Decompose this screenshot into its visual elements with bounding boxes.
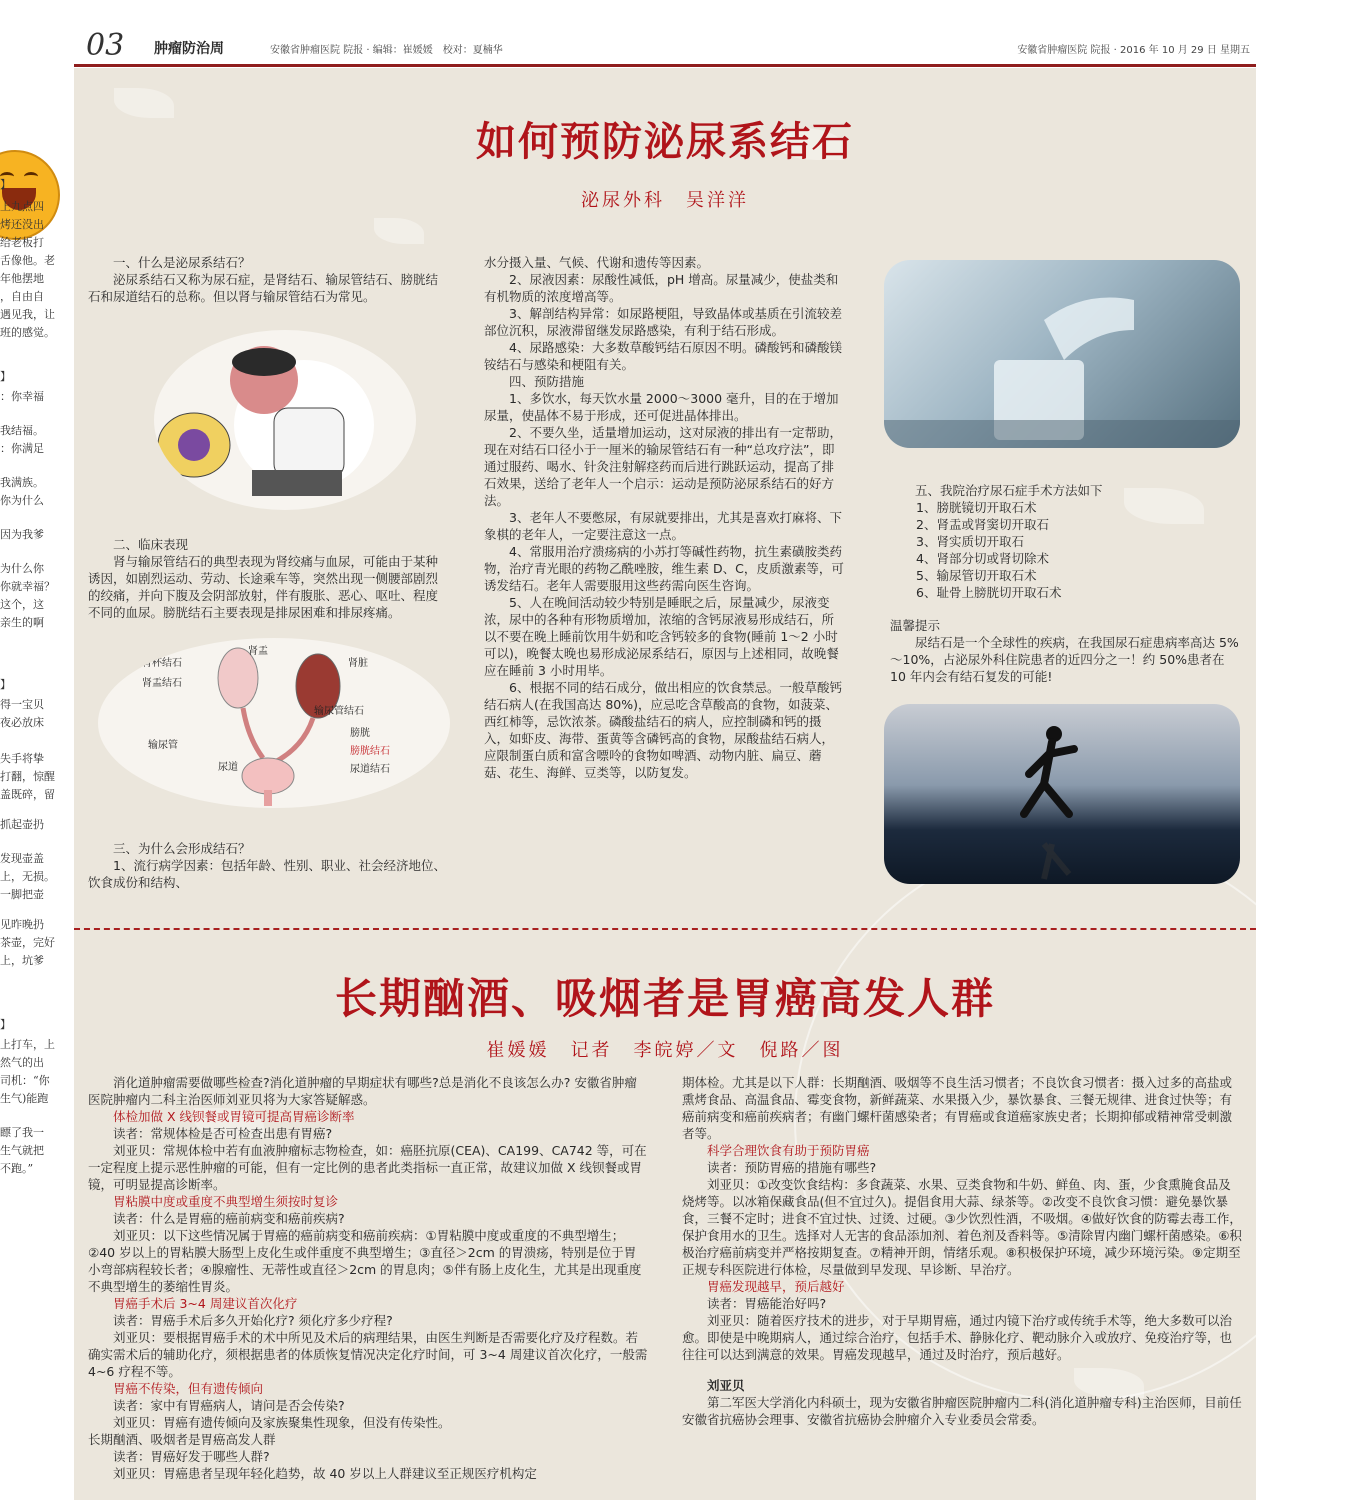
strip-text-line: 生气)能跑 xyxy=(0,1092,49,1105)
strip-text-line: 打翻，惊醒 xyxy=(0,770,55,783)
doctor-name: 刘亚贝 xyxy=(707,1378,745,1393)
urinary-system-diagram xyxy=(98,638,450,808)
strip-text-line: ，自由自 xyxy=(0,290,44,303)
label-urethra: 尿道 xyxy=(218,762,238,773)
paragraph: 水分摄入量、气候、代谢和遗传等因素。 xyxy=(484,255,710,270)
paragraph: 2、不要久坐，适量增加运动，这对尿液的排出有一定帮助，现在对结石口径小于一厘米的输尿管结石有一种“总攻疗法”，即通过服药、喝水、针灸注射解痉药而后进行跳跃运动，提高了排石效果，送给了老年人一个启示：运动是预防泌尿系结石的好方法。 xyxy=(484,425,842,508)
tip-text: 尿结石是一个全球性的疾病，在我国尿石症患病率高达 5%～10%，占泌尿外科住院患者的近四分之一！约 50%患者在 10 年内会有结石复发的可能! xyxy=(890,635,1239,684)
label-urethra-stone: 尿道结石 xyxy=(350,764,390,775)
left-column-fragment xyxy=(0,150,74,1490)
strip-text-line: 】 xyxy=(0,178,11,191)
paragraph: 1、流行病学因素：包括年龄、性别、职业、社会经济地位、饮食成份和结构、 xyxy=(88,858,446,890)
strip-text-line: 班的感觉。 xyxy=(0,326,55,339)
editor-info: 安徽省肿瘤医院 院报 · 编辑：崔媛媛 校对：夏楠华 xyxy=(270,45,503,56)
surgery-methods-heading: 五、我院治疗尿石症手术方法如下 xyxy=(915,483,1103,498)
paragraph: 读者：什么是胃癌的癌前病变和癌前疾病? xyxy=(113,1211,345,1226)
strip-text-line: 我结福。 xyxy=(0,424,44,437)
section-heading: 三、为什么会形成结石？ xyxy=(113,841,251,856)
article2-right-col xyxy=(682,1074,1242,1428)
paragraph: 读者：胃癌手术后多久开始化疗? 须化疗多少疗程? xyxy=(113,1313,393,1328)
paragraph: 读者：预防胃癌的措施有哪些? xyxy=(707,1160,877,1175)
surgery-method-item: 2、肾盂或肾窦切开取石 xyxy=(916,517,1049,532)
strip-text-line: 给老板打 xyxy=(0,236,44,249)
paragraph: 刘亚贝：胃癌患者呈现年轻化趋势，故 40 岁以上人群建议至正规医疗机构定 xyxy=(113,1466,537,1481)
strip-text-line: 生气就把 xyxy=(0,1144,44,1157)
strip-text-line: 发现壶盖 xyxy=(0,852,44,865)
article1-title: 如何预防泌尿系结石 xyxy=(476,119,854,165)
paragraph: 刘亚贝：以下这些情况属于胃癌的癌前病变和癌前疾病：①胃粘膜中度或重度的不典型增生；②40 岁以上的胃粘膜大肠型上皮化生或伴重度不典型增生；③直径＞2cm 的胃溃疡，特别是位于胃小弯部病程较长者；④腺瘤性、无蒂性或直径＞2cm 的胃息肉；⑤伴有肠上皮化生，尤其是出现重度不典型增生的萎缩性胃炎。 xyxy=(88,1228,642,1294)
strip-text-line: 夜必放床 xyxy=(0,716,44,729)
paragraph: 泌尿系结石又称为尿石症，是肾结石、输尿管结石、膀胱结石和尿道结石的总称。但以肾与输尿管结石为常见。 xyxy=(88,272,439,304)
paragraph: 4、尿路感染：大多数草酸钙结石原因不明。磷酸钙和磷酸镁铵结石与感染和梗阻有关。 xyxy=(484,340,842,372)
section-heading: 一、什么是泌尿系结石？ xyxy=(113,255,251,270)
paragraph: 3、解剖结构异常：如尿路梗阻，导致晶体或基质在引流较差部位沉积，尿液滞留继发尿路感染，有利于结石形成。 xyxy=(484,306,842,338)
paragraph: 刘亚贝：①改变饮食结构：多食蔬菜、水果、豆类食物和牛奶、鲜鱼、肉、蛋，少食熏腌食品及烧烤等。以冰箱保藏食品(但不宜过久)。提倡食用大蒜、绿茶等。②改变不良饮食习惯：避免暴饮暴食，三餐不定时；进食不宜过快、过烫、过硬。③少饮烈性酒，不吸烟。④做好饮食的防霉去毒工作，保护食用水的卫生。选择对人无害的食品添加剂、着色剂及香料等。⑤清除胃内幽门螺杆菌感染。⑥积极治疗癌前病变并严格按期复查。⑦精神开朗，情绪乐观。⑧积极保护环境，减少环境污染。⑨定期至正规专科医院进行体检，尽量做到早发现、早诊断、早治疗。 xyxy=(682,1177,1242,1277)
strip-text-line: 茶壶，完好 xyxy=(0,936,55,949)
newspaper-page xyxy=(74,28,1256,1500)
paragraph: 长期酗酒、吸烟者是胃癌高发人群 xyxy=(88,1432,276,1447)
paragraph: 期体检。尤其是以下人群：长期酗酒、吸烟等不良生活习惯者；不良饮食习惯者：摄入过多的高盐或熏烤食品、高温食品、霉变食物，新鲜蔬菜、水果摄入少，暴饮暴食、三餐无规律、进食过快等；有癌前病变和癌前疾病者；有幽门螺杆菌感染者；有胃癌或食道癌家族史者；长期抑郁或精神常受刺激者等。 xyxy=(682,1075,1233,1141)
paragraph: 肾与输尿管结石的典型表现为肾绞痛与血尿，可能由于某种诱因，如剧烈运动、劳动、长途乘车等，突然出现一侧腰部剧烈的绞痛，并向下腹及会阴部放射，伴有腹胀、恶心、呕吐、程度不同的血尿。膀胱结石主要表现是排尿困难和排尿疼痛。 xyxy=(88,554,439,620)
kidney-pain-illustration xyxy=(154,330,416,510)
surgery-method-item: 5、输尿管切开取石术 xyxy=(916,568,1037,583)
section-name: 肿瘤防治周 xyxy=(154,41,224,57)
article1-col1-top xyxy=(88,254,448,305)
strip-text-line: 见昨晚扔 xyxy=(0,918,44,931)
subheading: 体检加做 X 线钡餐或胃镜可提高胃癌诊断率 xyxy=(113,1109,355,1124)
paragraph: 5、人在晚间活动较少特别是睡眠之后，尿量减少，尿液变浓，尿中的各种有形物质增加，浓缩的含钙尿液易形成结石，所以不要在晚上睡前饮用牛奶和吃含钙较多的食物(睡前 1～2 小时可以)，晚餐太晚也易形成泌尿系结石，原因与上述相同，故晚餐应在睡前 3 小时用毕。 xyxy=(484,595,839,678)
paragraph: 刘亚贝：常规体检中若有血液肿瘤标志物检查，如：癌胚抗原(CEA)、CA199、CA742 等，可在一定程度上提示恶性肿瘤的可能，但有一定比例的患者此类指标一直正常，故建议加做 X 线钡餐或胃镜，可明显提高诊断率。 xyxy=(88,1143,647,1192)
strip-text-line: 】 xyxy=(0,678,11,691)
strip-text-line: 上，坑爹 xyxy=(0,954,44,967)
label-calyx-stone: 肾杯结石 xyxy=(142,658,182,669)
surgery-method-item: 4、肾部分切或肾切除术 xyxy=(916,551,1049,566)
paragraph: 6、根据不同的结石成分，做出相应的饮食禁忌。一般草酸钙结石病人(在我国高达 80%)，应忌吃含草酸高的食物，如菠菜、西红柿等，忌饮浓茶。磷酸盐结石的病人，应控制磷和钙的摄入，如虾皮、海带、蛋黄等含磷钙高的食物，尿酸盐结石病人，应限制蛋白质和富含嘌呤的食物如啤酒、动物内脏、扁豆、蘑菇、花生、海鲜、豆类等，以防复发。 xyxy=(484,680,842,780)
label-kidney: 肾脏 xyxy=(348,658,368,669)
subheading: 胃癌手术后 3~4 周建议首次化疗 xyxy=(113,1296,298,1311)
paragraph: 4、常服用治疗溃疡病的小苏打等碱性药物，抗生素磺胺类药物，治疗青光眼的药物乙酰唑胺，维生素 D、C，皮质激素等，可诱发结石。老年人需要服用这些药需向医生咨询。 xyxy=(484,544,844,593)
strip-text-line: 得一宝贝 xyxy=(0,698,44,711)
strip-text-line: 我满族。 xyxy=(0,476,44,489)
paragraph: 读者：常规体检是否可检查出患有胃癌? xyxy=(113,1126,333,1141)
strip-text-line: 司机：“你 xyxy=(0,1074,50,1087)
strip-text-line: 不跑。” xyxy=(0,1162,34,1175)
article1-col3 xyxy=(890,482,1240,685)
paragraph: 消化道肿瘤需要做哪些检查?消化道肿瘤的早期症状有哪些?总是消化不良该怎么办? 安徽省肿瘤医院肿瘤内二科主治医师刘亚贝将为大家答疑解惑。 xyxy=(88,1075,637,1107)
section-heading: 二、临床表现 xyxy=(113,537,189,552)
article-divider xyxy=(74,928,1256,930)
article2-title: 长期酗酒、吸烟者是胃癌高发人群 xyxy=(334,974,995,1023)
water-glass-photo xyxy=(884,260,1240,448)
tip-heading: 温馨提示 xyxy=(890,618,941,633)
strip-text-line: 上，无损。 xyxy=(0,870,55,883)
article1-byline: 泌尿外科 吴洋洋 xyxy=(581,190,749,211)
strip-text-line: 】 xyxy=(0,1018,11,1031)
article1-col1-mid xyxy=(88,536,450,621)
paragraph: 刘亚贝：胃癌有遗传倾向及家族聚集性现象，但没有传染性。 xyxy=(113,1415,451,1430)
strip-text-line: 年他摆地 xyxy=(0,272,44,285)
strip-text-line: 然气的出 xyxy=(0,1056,44,1069)
strip-text-line: 一脚把壶 xyxy=(0,888,44,901)
paragraph: 刘亚贝：要根据胃癌手术的术中所见及术后的病理结果，由医生判断是否需要化疗及疗程数。若确实需术后的辅助化疗，须根据患者的体质恢复情况决定化疗时间，可 3~4 周建议首次化疗，一般需 4~6 疗程不等。 xyxy=(88,1330,648,1379)
page-header xyxy=(74,28,1256,67)
page-number: 03 xyxy=(86,28,125,63)
paragraph: 3、老年人不要憋尿，有尿就要排出，尤其是喜欢打麻将、下象棋的老年人，一定要注意这一点。 xyxy=(484,510,842,542)
section-heading: 四、预防措施 xyxy=(509,374,585,389)
issue-date: 安徽省肿瘤医院 院报 · 2016 年 10 月 29 日 星期五 xyxy=(1017,45,1250,56)
surgery-method-item: 6、耻骨上膀胱切开取石术 xyxy=(916,585,1062,600)
paragraph: 读者：家中有胃癌病人，请问是否会传染? xyxy=(113,1398,345,1413)
article1-col2 xyxy=(484,254,844,781)
label-bladder-stone: 膀胱结石 xyxy=(350,746,390,757)
label-pelvis-stone: 肾盂结石 xyxy=(142,678,182,689)
strip-text-line: 】 xyxy=(0,370,11,383)
strip-text-line: 失手将挚 xyxy=(0,752,44,765)
content-panel xyxy=(74,68,1256,1500)
running-woman-photo xyxy=(884,704,1240,884)
article2-byline: 崔媛媛 记者 李皖婷／文 倪路／图 xyxy=(486,1040,844,1061)
label-ureter: 输尿管 xyxy=(148,740,178,751)
strip-text-line: ：你幸福 xyxy=(0,390,44,403)
label-ureter-stone: 输尿管结石 xyxy=(314,706,364,717)
subheading: 科学合理饮食有助于预防胃癌 xyxy=(707,1143,870,1158)
strip-text-line: 这个，这 xyxy=(0,598,44,611)
strip-text-line: 你为什么 xyxy=(0,494,44,507)
strip-text-line: 瞟了我一 xyxy=(0,1126,44,1139)
subheading: 胃癌发现越早，预后越好 xyxy=(707,1279,845,1294)
subheading: 胃粘膜中度或重度不典型增生须按时复诊 xyxy=(113,1194,339,1209)
article1-col1-bottom xyxy=(88,840,450,891)
strip-text-line: 因为我爹 xyxy=(0,528,44,541)
strip-text-line: 遇见我，让 xyxy=(0,308,55,321)
strip-text-line: 为什么你 xyxy=(0,562,44,575)
surgery-method-item: 3、肾实质切开取石 xyxy=(916,534,1024,549)
paragraph: 刘亚贝：随着医疗技术的进步，对于早期胃癌，通过内镜下治疗或传统手术等，绝大多数可以治愈。即使是中晚期病人，通过综合治疗，包括手术、静脉化疗、靶动脉介入或放疗、免疫治疗等，也往往可以达到满意的效果。胃癌发现越早，通过及时治疗，预后越好。 xyxy=(682,1313,1233,1362)
strip-text-line: 盖既碎，留 xyxy=(0,788,55,801)
paragraph: 2、尿液因素：尿酸性减低，pH 增高。尿量减少，使盐类和有机物质的浓度增高等。 xyxy=(484,272,839,304)
strip-text-line: 舌像他。老 xyxy=(0,254,55,267)
strip-text-line: 烤还没出 xyxy=(0,218,44,231)
strip-text-line: 上打车，上 xyxy=(0,1038,55,1051)
subheading: 胃癌不传染，但有遗传倾向 xyxy=(113,1381,264,1396)
label-bladder: 膀胱 xyxy=(350,728,370,739)
doctor-bio: 第二军医大学消化内科硕士，现为安徽省肿瘤医院肿瘤内二科(消化道肿瘤专科)主治医师，目前任安徽省抗癌协会理事、安徽省抗癌协会肿瘤介入专业委员会常委。 xyxy=(682,1395,1242,1427)
strip-text-line: 上九点四 xyxy=(0,200,44,213)
strip-text-line: 抓起壶扔 xyxy=(0,818,44,831)
label-pelvis: 肾盂 xyxy=(248,646,268,657)
surgery-method-item: 1、膀胱镜切开取石术 xyxy=(916,500,1037,515)
strip-text-line: 你就幸福？ xyxy=(0,580,55,593)
paragraph: 1、多饮水，每天饮水量 2000～3000 毫升，目的在于增加尿量，使晶体不易于形成，还可促进晶体排出。 xyxy=(484,391,839,423)
paragraph: 读者：胃癌能治好吗? xyxy=(707,1296,827,1311)
paragraph: 读者：胃癌好发于哪些人群? xyxy=(113,1449,270,1464)
article2-left-col xyxy=(88,1074,648,1482)
strip-text-line: 亲生的啊 xyxy=(0,616,44,629)
strip-text-line: ：你满足 xyxy=(0,442,44,455)
